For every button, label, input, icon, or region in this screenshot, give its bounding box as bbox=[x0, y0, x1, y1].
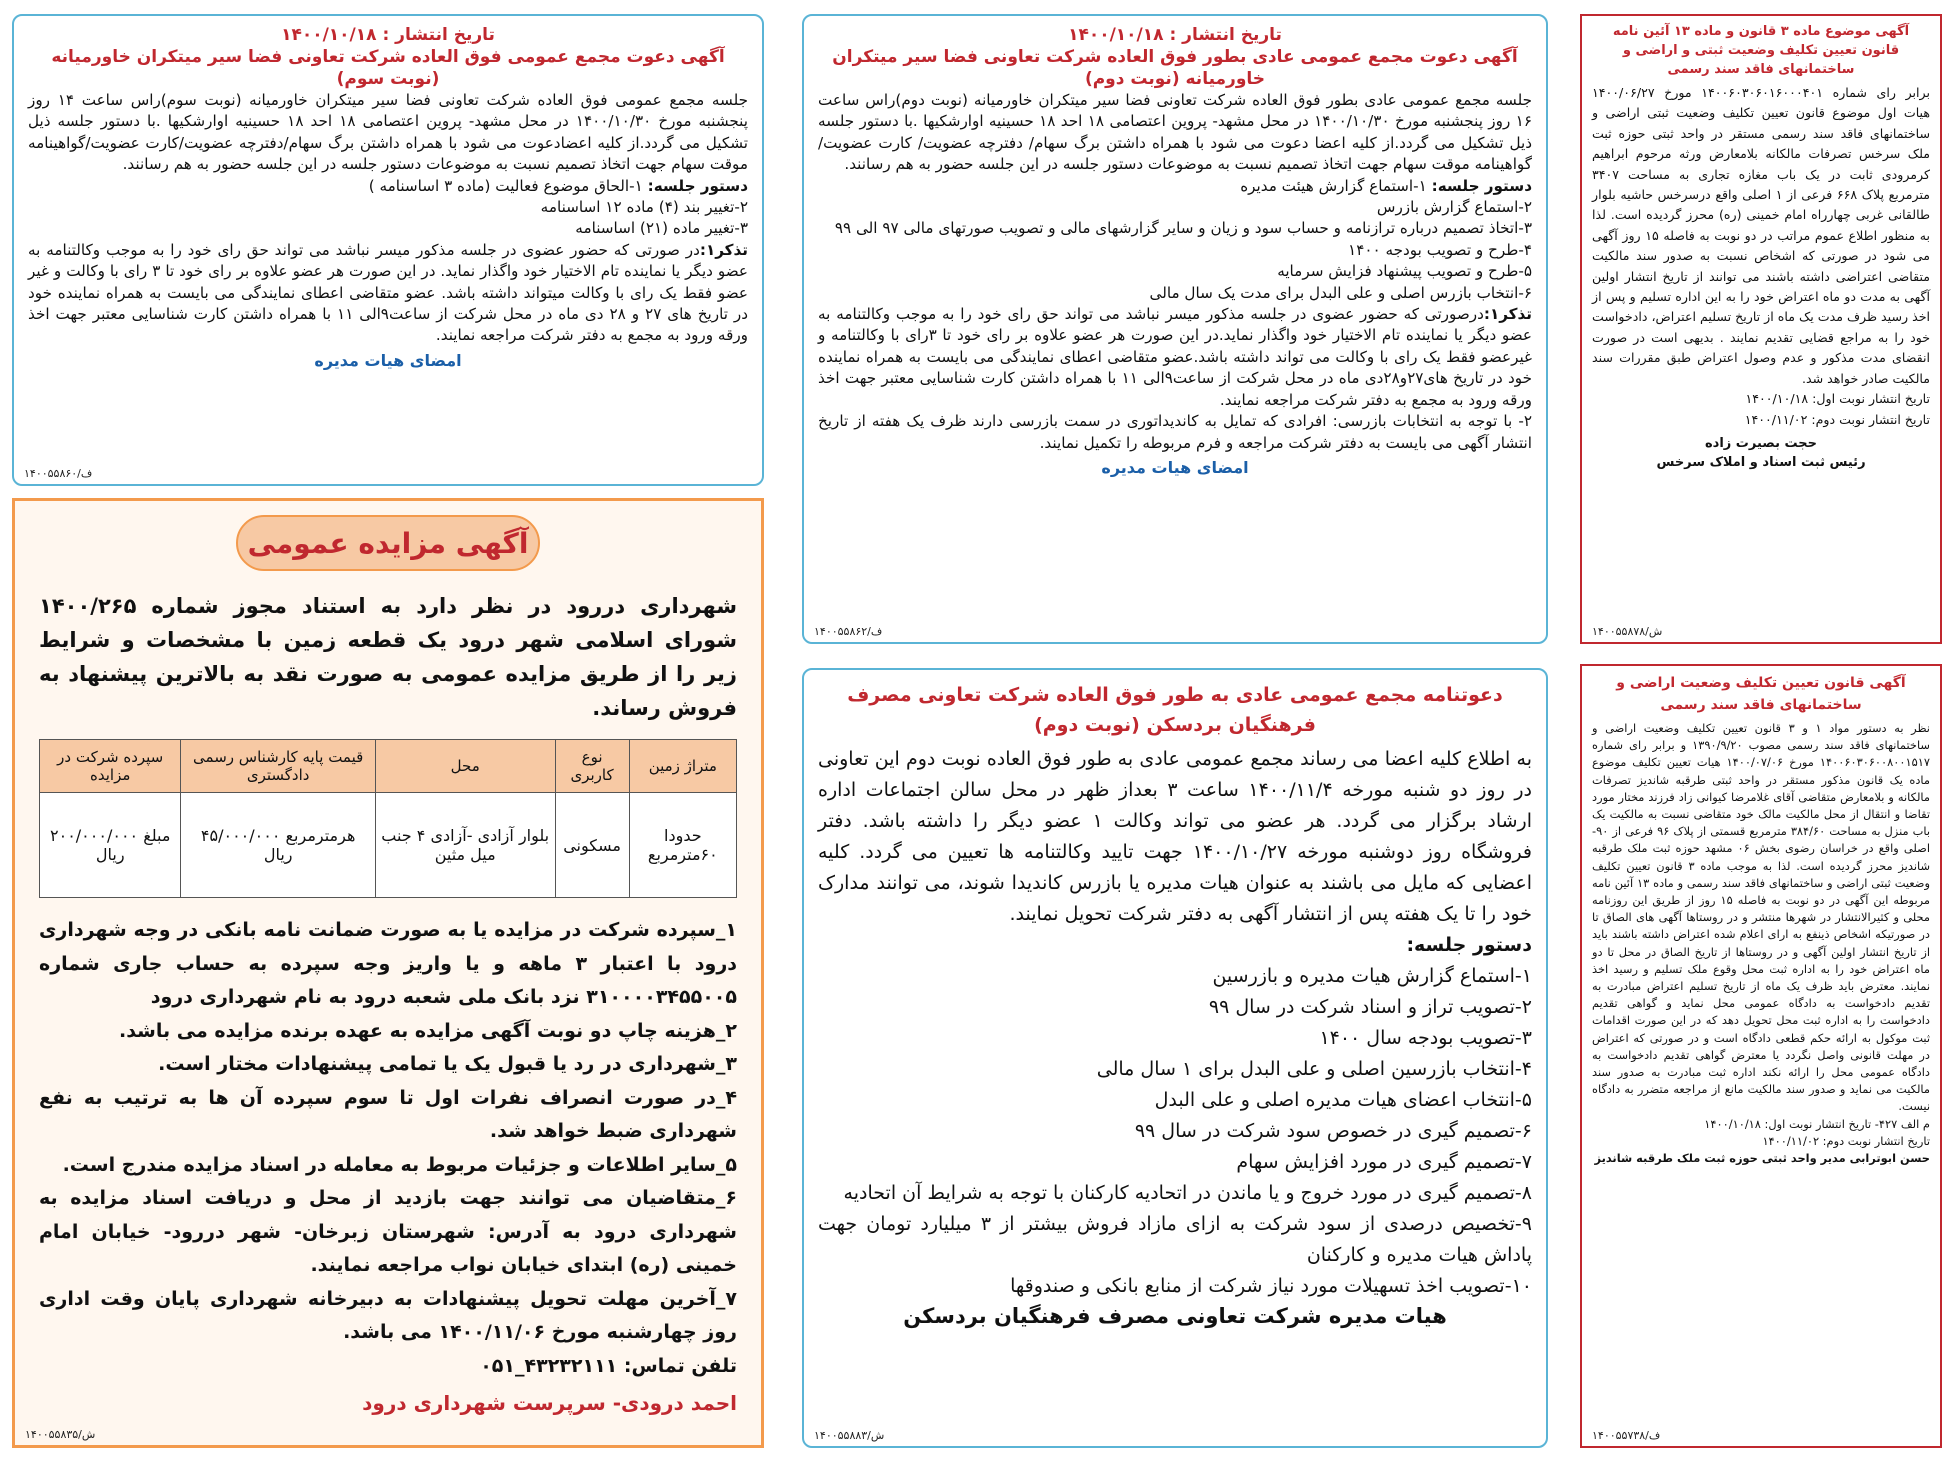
agenda-item: ۲-تصویب تراز و اسناد شرکت در سال ۹۹ bbox=[1208, 996, 1532, 1018]
ad-title: دعوتنامه مجمع عمومی عادی به طور فوق العاده شرکت تعاونی مصرف فرهنگیان بردسکن (نوبت دوم) bbox=[847, 684, 1503, 736]
table-cell: بلوار آزادی -آزادی ۴ جنب میل مثین bbox=[375, 793, 555, 898]
ad-bardaskan-cooperative-assembly bbox=[802, 668, 1548, 1448]
table-header: متراژ زمین bbox=[629, 740, 736, 793]
table-header: سپرده شرکت در مزایده bbox=[40, 740, 181, 793]
agenda-item: ۶-انتخاب بازرس اصلی و علی البدل برای مدت یک سال مالی bbox=[1149, 283, 1532, 302]
ad-title: آگهی دعوت مجمع عمومی عادی بطور فوق العاده شرکت تعاونی فضا سیر میتکران خاورمیانه (نوبت دوم) bbox=[832, 47, 1518, 89]
agenda-item: ۷-تصمیم گیری در مورد افزایش سهام bbox=[1236, 1151, 1532, 1173]
publish-date-1: م الف ۴۲۷- تاریخ انتشار نوبت اول: ۱۴۰۰/۱۰/۱۸ bbox=[1704, 1116, 1930, 1131]
ad-title: آگهی قانون تعیین تکلیف وضعیت اراضی و ساختمانهای فاقد سند رسمی bbox=[1616, 675, 1906, 713]
agenda-item: ۸-تصمیم گیری در مورد خروج و یا ماندن در اتحادیه کارکنان با توجه به شرایط آن اتحادیه bbox=[843, 1182, 1532, 1204]
agenda-item: ۱۰-تصویب اخذ تسهیلات مورد نیاز شرکت از منابع بانکی و صندوقها bbox=[1010, 1275, 1532, 1297]
contact-phone: تلفن تماس: ۴۳۲۳۲۱۱۱_۰۵۱ bbox=[480, 1354, 737, 1377]
ad-paragraph: جلسه مجمع عمومی عادی بطور فوق العاده شرکت تعاونی فضا سیر میتکران خاورمیانه (نوبت دوم)راس ساعت ۱۶ روز پنجشنبه مورخ ۱۴۰۰/۱۰/۳۰ در محل مشهد- پروین اعتصامی ۱۸ احد ۱۸ حسینیه اوارشکیها .با دستور جلسه ذیل تشکیل می گردد.از کلیه اعضا دعوت می شود با همراه داشتن برگ سهام/ دفترچه عضویت/ کارت عضویت/ گواهینامه موقت سهام جهت اتخاذ تصمیم نسبت به موضوعات دستور جلسه در این جلسه حضور به هم رسانند. bbox=[818, 91, 1532, 174]
term-item: ۲_هزینه چاپ دو نوبت آگهی مزایده به عهده برنده مزایده می باشد. bbox=[118, 1019, 737, 1042]
ad-title: آگهی دعوت مجمع عمومی فوق العاده شرکت تعاونی فضا سیر میتکران خاورمیانه (نوبت سوم) bbox=[51, 47, 725, 89]
agenda-item: ۴-انتخاب بازرسین اصلی و علی البدل برای ۱ سال مالی bbox=[1096, 1058, 1532, 1080]
auction-intro: شهرداری دررود در نظر دارد به استناد مجوز شماره ۱۴۰۰/۲۶۵ شورای اسلامی شهر درود یک قطعه زمین با مشخصات و شرایط زیر را از طریق مزایده عمومی به صورت نقد به بالاترین پیشنهاد به فروش رساند. bbox=[39, 594, 737, 720]
signature: امضای هیات مدیره bbox=[1101, 457, 1249, 477]
agenda-item: ۵-طرح و تصویب پیشنهاد فزایش سرمایه bbox=[1277, 262, 1532, 281]
ad-land-registration-sarakhs bbox=[1580, 14, 1942, 644]
note-title: تذکر۱: bbox=[699, 240, 748, 259]
publish-date-2: تاریخ انتشار نوبت دوم: ۱۴۰۰/۱۱/۰۲ bbox=[1744, 411, 1930, 427]
ad-code: ۱۴۰۰۵۵۸۶۰/ف bbox=[24, 467, 93, 480]
agenda-item: ۹-تخصیص درصدی از سود شرکت به ازای مازاد فروش بیشتر از ۳ میلیارد تومان جهت پاداش هیات مدیره و کارکنان bbox=[818, 1213, 1532, 1266]
term-item: ۵_سایر اطلاعات و جزئیات مربوط به معامله در اسناد مزایده مندرج است. bbox=[62, 1153, 737, 1176]
auction-footer bbox=[39, 1391, 737, 1415]
ad-land-registration-torghabeh bbox=[1580, 664, 1942, 1448]
ad-paragraph: به اطلاع کلیه اعضا می رساند مجمع عمومی عادی به طور فوق العاده نوبت دوم این تعاونی در روز دو شنبه مورخه ۱۴۰۰/۱۱/۴ ساعت ۳ بعداز ظهر در محل سالن اجتماعات اداره ارشاد برگزار می گردد. هر عضو می تواند وکالت ۱ عضو دیگر را داشته باشد. دفتر فروشگاه روز دوشنبه مورخه ۱۴۰۰/۱۰/۲۷ جهت تایید وکالتنامه ها تعیین می گردد. کلیه اعضایی که مایل می باشند به عنوان هیات مدیره یا بازرس کاندیدا شوند، می توانند مدارک خود را تا یک هفته پس از انتشار آگهی به دفتر شرکت تحویل نمایند. bbox=[818, 748, 1533, 925]
ad-code: ۱۴۰۰۵۵۸۷۸/ش bbox=[1592, 625, 1663, 638]
agenda-item: ۳-تغییر ماده (۲۱) اساسنامه bbox=[575, 219, 748, 238]
ad-paragraph: برابر رای شماره ۱۴۰۰۶۰۳۰۶۰۱۶۰۰۰۴۰۱ مورخ ۱۴۰۰/۰۶/۲۷ هیات اول موضوع قانون تعیین تکلیف وضعیت ثبتی اراضی و ساختمانهای فاقد سند رسمی مستقر در واحد ثبتی حوزه ثبت ملک سرخس تصرفات مالکانه بلامعارض ورثه مرحوم ابراهیم کرمرودی ثابت در یک باب مغازه تجاری به مساحت ۳۴۰۷ مترمربع پلاک ۶۶۸ فرعی از ۱ اصلی واقع درسرخس حاشیه بلوار طالقانی غربی چهارراه امام خمینی (ره) محرز گردیده است. لذا به منظور اطلاع عموم مراتب در دو نوبت به فاصله ۱۵ روز آگهی می شود در صورتی که اشخاص نسبت به صدور سند مالکیت متقاضی اعتراضی داشته باشند می توانند از تاریخ انتشار اولین آگهی به مدت دو ماه اعتراض خود را به این اداره تسلیم و پس از اخذ رسید ظرف مدت یک ماه از تاریخ تسلیم اعتراض، دادخواست خود را به مراجع قضایی تقدیم نمایند . بدیهی است در صورت انقضای مدت مذکور و عدم وصول اعتراض طبق مقررات سند مالکیت صادر خواهد شد. bbox=[1592, 85, 1930, 386]
agenda-item: ۶-تصمیم گیری در خصوص سود شرکت در سال ۹۹ bbox=[1134, 1120, 1532, 1142]
agenda-item: ۴-طرح و تصویب بودجه ۱۴۰۰ bbox=[1348, 240, 1532, 259]
agenda-item: ۲-تغییر بند (۴) ماده ۱۲ اساسنامه bbox=[540, 198, 748, 217]
signer-name: حجت بصیرت زاده bbox=[1705, 435, 1817, 451]
ad-body bbox=[1592, 720, 1930, 1167]
agenda-title: دستور جلسه: bbox=[1406, 934, 1532, 956]
publish-date: تاریخ انتشار : ۱۴۰۰/۱۰/۱۸ bbox=[281, 25, 495, 45]
agenda-item: ۱-استماع گزارش هیات مدیره و بازرسین bbox=[1212, 965, 1532, 987]
note-text: در صورتی که حضور عضوی در جلسه مذکور میسر نباشد می تواند حق رای خود را به موجب وکالتنامه به عضو دیگر یا نماینده تام الاختیار خود واگذار نماید. در این صورت هر عضو علاوه بر رای خود تا ۳ رای با وکالت و غیر عضو فقط یک رای با وکالت میتواند داشته باشد. عضو متقاضی اعطای نمایندگی می بایست به همراه نماینده خود در تاریخ های ۲۷ و ۲۸ دی ماه در محل شرکت از ساعت۹الی ۱۱ با همراه داشتن کارت شناسایی معتبر جهت اخذ ورقه ورود به مجمع به دفتر شرکت مراجعه نمایند. bbox=[28, 240, 748, 345]
agenda-title: دستور جلسه: bbox=[647, 176, 748, 195]
ad-extraordinary-assembly-3rd bbox=[12, 14, 764, 486]
ad-body bbox=[28, 90, 748, 347]
publish-date: تاریخ انتشار : ۱۴۰۰/۱۰/۱۸ bbox=[1068, 25, 1282, 45]
table-row bbox=[40, 793, 737, 898]
note-title: تذکر۱: bbox=[1483, 305, 1532, 324]
ad-body bbox=[818, 90, 1532, 454]
agenda-item: ۱-استماع گزارش هیئت مدیره bbox=[1240, 176, 1427, 195]
table-cell: هرمترمربع ۴۵/۰۰۰/۰۰۰ ریال bbox=[181, 793, 375, 898]
ad-body bbox=[818, 744, 1532, 1302]
ad-code: ۱۴۰۰۵۵۸۶۲/ف bbox=[814, 625, 883, 638]
agenda-item: ۱-الحاق موضوع فعالیت (ماده ۳ اساسنامه ) bbox=[368, 176, 643, 195]
signature: هیات مدیره شرکت تعاونی مصرف فرهنگیان بردسکن bbox=[903, 1304, 1447, 1328]
agenda-item: ۲-استماع گزارش بازرس bbox=[1376, 198, 1532, 217]
auction-table bbox=[39, 739, 737, 898]
term-item: ۳_شهرداری در رد یا قبول یک یا تمامی پیشنهادات مختار است. bbox=[158, 1053, 737, 1075]
ad-code: ۱۴۰۰۵۵۸۸۳/ش bbox=[814, 1429, 885, 1442]
ad-code: ۱۴۰۰۵۵۸۳۵/ش bbox=[25, 1428, 96, 1441]
agenda-item: ۳-اتخاذ تصمیم درباره ترازنامه و حساب سود و زیان و سایر گزارشهای مالی و تصویب صورتهای مالی ۹۷ الی ۹۹ bbox=[834, 219, 1532, 238]
table-cell: حدودا ۶۰مترمربع bbox=[629, 793, 736, 898]
auction-banner: آگهی مزایده عمومی bbox=[236, 515, 540, 571]
agenda-item: ۵-انتخاب اعضای هیات مدیره اصلی و علی البدل bbox=[1154, 1089, 1532, 1111]
auction-terms bbox=[39, 914, 737, 1383]
table-cell: مسکونی bbox=[555, 793, 629, 898]
note-text-2: ۲- با توجه به انتخابات بازرسی: افرادی که تمایل به کاندیداتوری در سمت بازرسی دارند ظرف یک هفته از تاریخ انتشار آگهی می بایست به دفتر شرکت مراجعه و فرم مربوطه را تکمیل نمایند. bbox=[818, 412, 1532, 452]
ad-body bbox=[1592, 83, 1930, 430]
ad-paragraph: نظر به دستور مواد ۱ و ۳ قانون تعیین تکلیف وضعیت اراضی و ساختمانهای فاقد سند رسمی مصوب ۱۳۹۰/۹/۲۰ و برابر رای شماره ۱۴۰۰۶۰۳۰۶۰۰۸۰۰۱۵۱۷ مورخ ۱۴۰۰/۰۷/۰۶ هیات تعیین تکلیف موضوع ماده یک قانون مذکور مستقر در واحد ثبتی طرقبه شاندیز تصرفات مالکانه و بلامعارض متقاضی آقای غلامرضا کیوانی زاد فرزند مختار مورد تقاضا و انتقال از محل مالکیت مالک خود متقاضی نسبت به مالکیت یک باب منزل به مساحت ۳۸۴/۶۰ مترمربع قسمتی از پلاک ۹۶ فرعی از ۹۰- اصلی واقع در خراسان رضوی بخش ۰۶ مشهد حوزه ثبت ملک طرقبه شاندیز محرز گردیده است. لذا به موجب ماده ۳ قانون تعیین تکلیف وضعیت ثبتی اراضی و ساختمانهای فاقد سند رسمی و ماده ۱۳ آئین نامه مربوطه این آگهی در دو نوبت به فاصله ۱۵ روز از طریق این روزنامه محلی و کثیرالانتشار در شهرها منتشر و در روستاها آگهی های الصاق تا در صورتیکه اشخاص ذینفع به ارای اعلام شده اعتراض داشته باشند باید از تاریخ انتشار اولین آگهی و در روستاها از تاریخ الصاق در محل تا دو ماه اعتراض خود را به اداره ثبت محل وقوع ملک تسلیم و رسید اخذ نمایند. معترض باید ظرف یک ماه از تاریخ تسلیم اعتراض مبادرت به تقدیم دادخواست به دادگاه عمومی محل نماید و گواهی تقدیم دادخواست را به اداره ثبت محل تحویل دهد که در این صورت اقدامات ثبت موکول به ارائه حکم قطعی دادگاه است و در صورتی که اعتراض در مهلت قانونی واصل نگردد یا معترض گواهی تقدیم دادخواست به دادگاه عمومی محل را ارائه نکند اداره ثبت مبادرت به صدور سند مالکیت می نماید و صدور سند مالکیت مانع از مراجعه متضرر به دادگاه نیست. bbox=[1592, 721, 1931, 1114]
table-header: نوع کاربری bbox=[555, 740, 629, 793]
term-item: ۶_متقاضیان می توانند جهت بازدید از محل و دریافت اسناد مزایده به شهرداری درود به آدرس: شهرستان زبرخان- شهر دررود- خیابان امام خمینی (ره) ابتدای خیابان نواب مراجعه نمایند. bbox=[39, 1187, 737, 1276]
signer-role: رئیس ثبت اسناد و املاک سرخس bbox=[1656, 454, 1866, 470]
ad-title: آگهی موضوع ماده ۳ قانون و ماده ۱۳ آئین نامه قانون تعیین تکلیف وضعیت ثبتی و اراضی و ساختمانهای فاقد سند رسمی bbox=[1612, 24, 1910, 77]
publish-date-1: تاریخ انتشار نوبت اول: ۱۴۰۰/۱۰/۱۸ bbox=[1745, 391, 1930, 407]
note-text: درصورتی که حضور عضوی در جلسه مذکور میسر نباشد می تواند حق رای خود را به موجب وکالتنامه به عضو دیگر یا نماینده تام الاختیار خود واگذار نماید.در این صورت هر عضو علاوه بر رای خود تا ۳رای با وکالتنامه و غیرعضو فقط یک رای با وکالت می تواند داشته باشد.عضو متقاضی اعطای نمایندگی می بایست به همراه نماینده خود در تاریخ های۲۷و۲۸دی ماه در محل شرکت از ساعت۹الی ۱۱ با همراه داشتن کارت شناسایی معتبر جهت اخذ ورقه ورود به مجمع به دفتر شرکت مراجعه نمایند. bbox=[818, 305, 1532, 409]
ad-public-auction bbox=[12, 498, 764, 1448]
term-item: ۷_آخرین مهلت تحویل پیشنهادات به دبیرخانه شهرداری پایان وقت اداری روز چهارشنبه مورخ ۱۴۰۰/۱۱/۰۶ می باشد. bbox=[39, 1287, 737, 1343]
table-header: قیمت پایه کارشناس رسمی دادگستری bbox=[181, 740, 375, 793]
ad-code: ۱۴۰۰۵۵۷۳۸/ف bbox=[1592, 1429, 1661, 1442]
term-item: ۴_در صورت انصراف نفرات اول تا سوم سپرده آن ها به ترتیب به نفع شهرداری ضبط خواهد شد. bbox=[39, 1086, 737, 1142]
table-cell: مبلغ ۲۰۰/۰۰۰/۰۰۰ ریال bbox=[40, 793, 181, 898]
term-item: ۱_سپرده شرکت در مزایده یا به صورت ضمانت نامه بانکی در وجه شهرداری درود با اعتبار ۳ ماهه و یا واریز وجه سپرده به حساب جاری شماره ۳۱۰۰۰۰۳۴۵۵۰۰۵ نزد بانک ملی شعبه درود به نام شهرداری درود bbox=[39, 919, 738, 1008]
ad-paragraph: جلسه مجمع عمومی فوق العاده شرکت تعاونی فضا سیر میتکران خاورمیانه (نوبت سوم)راس ساعت ۱۴ روز پنجشنبه مورخ ۱۴۰۰/۱۰/۳۰ در محل مشهد- پروین اعتصامی ۱۸ احد ۱۸ حسینیه اوارشکیها .با دستور جلسه ذیل تشکیل می گردد.از کلیه اعضادعوت می شود با همراه داشتن برگ سهام/دفترچه عضویت/کارت عضویت/گواهینامه موقت سهام جهت اتخاذ تصمیم نسبت به موضوعات دستور جلسه در این جلسه حضور به هم رسانند. bbox=[28, 91, 748, 174]
signer-name: احمد درودی- سرپرست شهرداری درود bbox=[362, 1391, 737, 1415]
signature: امضای هیات مدیره bbox=[314, 350, 462, 370]
ad-ordinary-assembly-2nd bbox=[802, 14, 1548, 644]
publish-date-2: تاریخ انتشار نوبت دوم: ۱۴۰۰/۱۱/۰۲ bbox=[1762, 1133, 1930, 1148]
table-header-row bbox=[40, 740, 737, 793]
agenda-title: دستور جلسه: bbox=[1431, 176, 1532, 195]
table-header: محل bbox=[375, 740, 555, 793]
signer-name: حسن ابوترابی مدیر واحد ثبتی حوزه ثبت ملک طرقبه شاندیز bbox=[1594, 1151, 1930, 1166]
agenda-item: ۳-تصویب بودجه سال ۱۴۰۰ bbox=[1319, 1027, 1532, 1049]
